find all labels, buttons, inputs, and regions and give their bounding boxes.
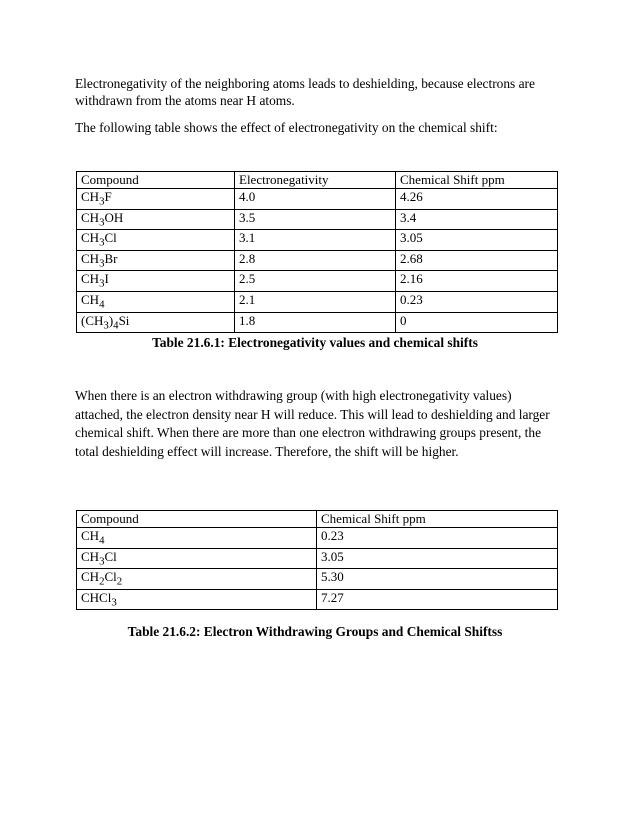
table-row bbox=[77, 271, 558, 292]
electronegativity-cell: 3.5 bbox=[235, 209, 396, 230]
chemical-shift-cell: 0.23 bbox=[317, 528, 558, 549]
table-row bbox=[77, 250, 558, 271]
compound-cell: $CH_3Cl$ bbox=[77, 230, 235, 251]
compound-cell: $CH_4$ bbox=[77, 528, 317, 549]
intro-paragraph: Electronegativity of the neighboring atoms leads to deshielding, because electrons are withdrawn from the atoms near H atoms. bbox=[75, 76, 535, 108]
table-header-row bbox=[77, 172, 558, 189]
electronegativity-table bbox=[76, 171, 558, 333]
electronegativity-cell: 4.0 bbox=[235, 189, 396, 210]
table-header-row bbox=[77, 511, 558, 528]
compound-cell: $CH_3Cl$ bbox=[77, 548, 317, 569]
electronegativity-table-body bbox=[77, 172, 558, 333]
header-electronegativity: Electronegativity bbox=[235, 172, 396, 189]
table-row bbox=[77, 189, 558, 210]
chemical-shift-cell: 5.30 bbox=[317, 569, 558, 590]
header-chemical-shift: Chemical Shift ppm bbox=[396, 172, 558, 189]
header-chemical-shift: Chemical Shift ppm bbox=[317, 511, 558, 528]
electronegativity-cell: 1.8 bbox=[235, 312, 396, 333]
compound-cell: $CH_2Cl_2$ bbox=[77, 569, 317, 590]
table-row bbox=[77, 209, 558, 230]
compound-cell: $(CH_3)_4Si$ bbox=[77, 312, 235, 333]
chemical-shift-cell: 2.68 bbox=[396, 250, 558, 271]
chemical-shift-cell: 3.05 bbox=[317, 548, 558, 569]
electronegativity-cell: 3.1 bbox=[235, 230, 396, 251]
chemical-shift-cell: 3.4 bbox=[396, 209, 558, 230]
chemical-shift-cell: 3.05 bbox=[396, 230, 558, 251]
table-row bbox=[77, 589, 558, 610]
chemical-shift-cell: 4.26 bbox=[396, 189, 558, 210]
electronegativity-cell: 2.5 bbox=[235, 271, 396, 292]
table-row bbox=[77, 230, 558, 251]
chemical-shift-cell: 2.16 bbox=[396, 271, 558, 292]
compound-cell: $CH_3Br$ bbox=[77, 250, 235, 271]
table-row bbox=[77, 312, 558, 333]
chemical-shift-cell: 0.23 bbox=[396, 291, 558, 312]
table2-caption: Table 21.6.2: Electron Withdrawing Groups and Chemical Shiftss bbox=[127, 624, 503, 639]
table-row bbox=[77, 569, 558, 590]
withdrawing-groups-table bbox=[76, 510, 558, 610]
electronegativity-cell: 2.1 bbox=[235, 291, 396, 312]
table-row bbox=[77, 291, 558, 312]
compound-cell: $CH_3I$ bbox=[77, 271, 235, 292]
compound-cell: $CH_4$ bbox=[77, 291, 235, 312]
compound-cell: $CH_3F$ bbox=[77, 189, 235, 210]
withdrawing-group-paragraph: When there is an electron withdrawing group (with high electronegativity values) attached, the electron density near H will reduce. This will lead to deshielding and larger chemical shift. When there are more than one electron withdrawing groups present, the total deshielding effect will increase. Therefore, the shift will be higher. bbox=[75, 388, 550, 459]
compound-cell: $CH_3OH$ bbox=[77, 209, 235, 230]
chemical-shift-cell: 7.27 bbox=[317, 589, 558, 610]
chemical-shift-cell: 0 bbox=[396, 312, 558, 333]
table-row bbox=[77, 528, 558, 549]
table-intro-paragraph: The following table shows the effect of electronegativity on the chemical shift: bbox=[75, 120, 498, 135]
withdrawing-groups-table-body bbox=[77, 511, 558, 610]
table1-caption: Table 21.6.1: Electronegativity values and chemical shifts bbox=[152, 335, 478, 350]
electronegativity-cell: 2.8 bbox=[235, 250, 396, 271]
table-row bbox=[77, 548, 558, 569]
header-compound: Compound bbox=[77, 172, 235, 189]
compound-cell: CHCl$_3$ bbox=[77, 589, 317, 610]
header-compound: Compound bbox=[77, 511, 317, 528]
